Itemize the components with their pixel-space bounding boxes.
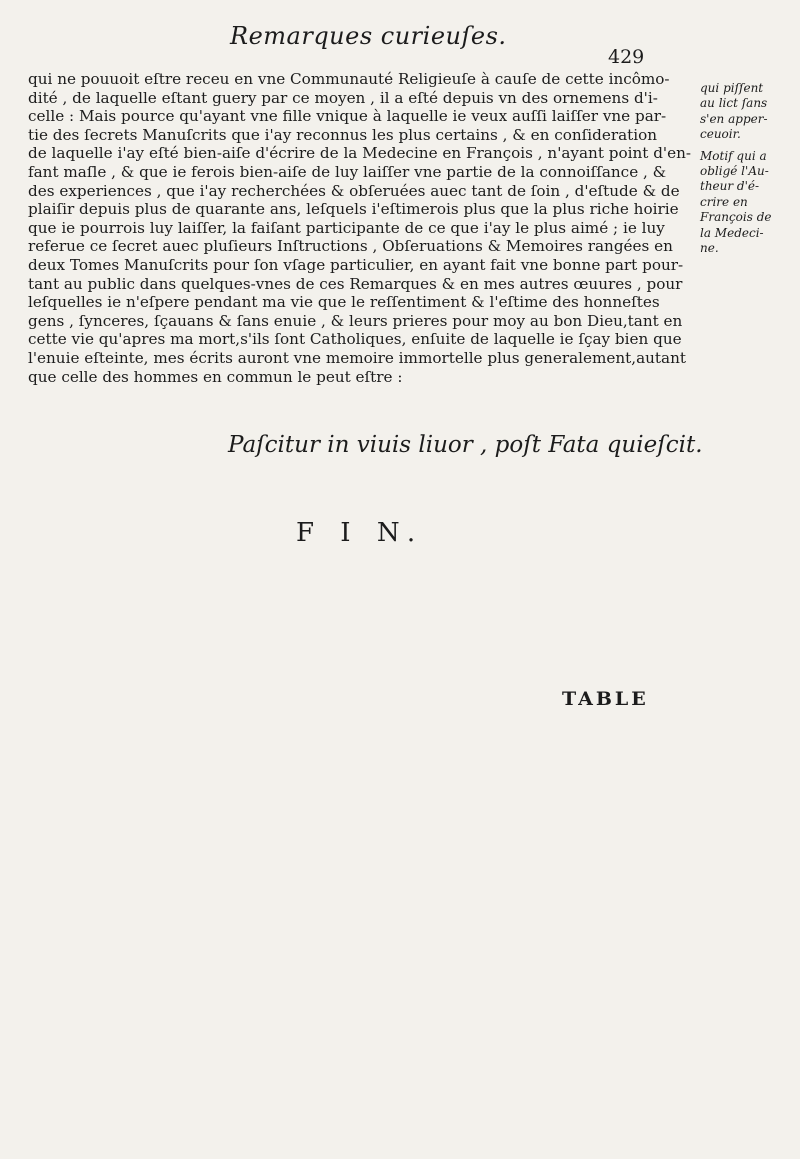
text-line: referue ce ſecret auec pluſieurs Inſtructions , Obſeruations & Memoires rangées en (28, 237, 673, 256)
text-line: tie des ſecrets Manuſcrits que i'ay reconnus les plus certains , & en conſideration (28, 125, 658, 144)
text-line: l'enuie eſteinte, mes écrits auront vne memoire immortelle plus generalement,autant (28, 348, 686, 367)
margin-note-line: obligé l'Au- (700, 164, 769, 179)
text-line: leſquelles ie n'eſpere pendant ma vie que le reſſentiment & l'eſtime des honneſtes (28, 293, 660, 312)
margin-note-line: au lict ſans (700, 96, 768, 111)
text-line: qui ne pouuoit eſtre receu en vne Communauté Religieuſe à cauſe de cette incômo- (28, 70, 670, 88)
margin-note-line: s'en apper- (700, 111, 768, 126)
text-line: des experiences , que i'ay recherchées & obſeruées auec tant de ſoin , d'eſtude & de (28, 181, 680, 200)
text-line: deux Tomes Manuſcrits pour ſon vſage particulier, en ayant fait vne bonne part pour- (28, 255, 684, 274)
text-line: dité , de laquelle eſtant guery par ce moyen , il a eſté depuis vn des ornemens d'i- (28, 88, 658, 107)
margin-note-line: theur d'é- (700, 179, 760, 194)
running-header-title: Remarques curieuſes. (230, 22, 507, 50)
margin-note-line: ne. (700, 241, 719, 256)
text-line: gens , ſynceres, ſçauans & ſans enuie , & leurs prieres pour moy au bon Dieu,tant en (28, 311, 683, 330)
latin-epigraph: Paſcitur in viuis liuor , poſt Fata quieſcit. (228, 432, 703, 458)
text-line: que celle des hommes en commun le peut eſtre : (28, 367, 403, 386)
catchword: TABLE (562, 688, 649, 710)
margin-note-line: qui piſſent (700, 81, 764, 95)
margin-note-line: crire en (700, 194, 748, 209)
text-line: fant maſle , & que ie ferois bien-aiſe de luy laiſſer vne partie de la connoiſſance , & (28, 162, 667, 181)
text-line: celle : Mais pource qu'ayant vne fille vnique à laquelle ie veux auſſi laiſſer vne par- (28, 107, 667, 126)
text-line: tant au public dans quelques-vnes de ces Remarques & en mes autres œuures , pour (28, 274, 683, 293)
page-number: 429 (608, 46, 645, 68)
text-line: de laquelle i'ay eſté bien-aiſe d'écrire de la Medecine en François , n'ayant point d'en- (28, 144, 691, 163)
margin-note-line: la Medeci- (700, 225, 764, 240)
margin-note-line: ceuoir. (700, 127, 741, 142)
text-line: plaiſir depuis plus de quarante ans, leſquels i'eſtimerois plus que la plus riche hoirie (28, 200, 679, 219)
fin-marker: F I N. (296, 518, 425, 548)
margin-note-line: François de (700, 210, 772, 225)
text-line: que ie pourrois luy laiſſer, la faiſant participante de ce que i'ay le plus aimé ; ie luy (28, 218, 665, 237)
body-paragraph (28, 70, 766, 386)
text-line: cette vie qu'apres ma mort,s'ils ſont Catholiques, enſuite de laquelle ie ſçay bien que (28, 330, 682, 349)
margin-note-line: Motif qui a (700, 148, 767, 163)
margin-notes (700, 81, 796, 256)
